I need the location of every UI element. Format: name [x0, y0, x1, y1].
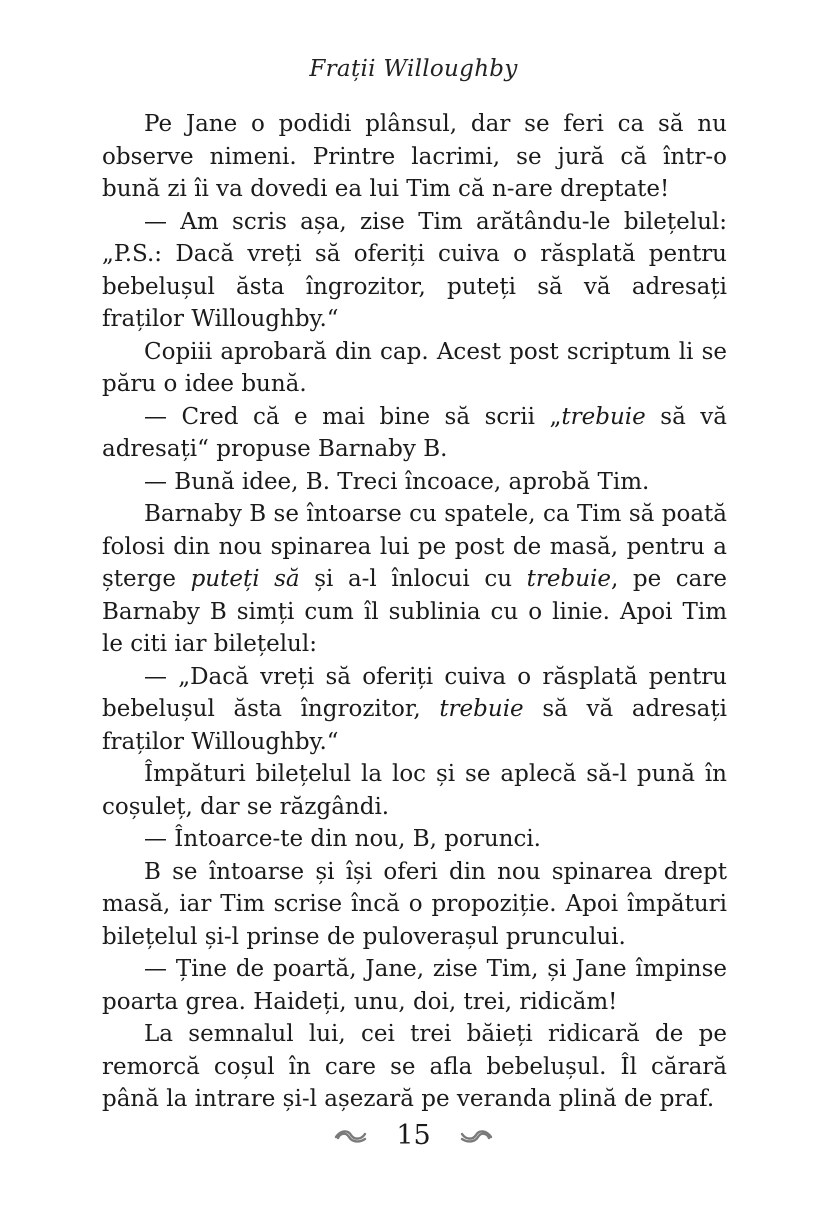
- paragraph: [102, 108, 727, 206]
- paragraph: [102, 661, 727, 759]
- page-footer: [0, 1122, 827, 1149]
- paragraph: [102, 1018, 727, 1116]
- body-text-segment: Copiii aprobară din cap. Acest post scriptum li se păru o idee bună.: [102, 338, 727, 397]
- body-text-segment: — „Dacă vreți să oferiți cuiva o răsplată pentru bebelușul ăsta îngrozitor,: [102, 663, 727, 722]
- body-text-segment: Pe Jane o podidi plânsul, dar se feri ca să nu observe nimeni. Printre lacrimi, se jură că într-o bună zi îi va dovedi ea lui Tim că n-are dreptate!: [102, 111, 727, 202]
- body-text-segment: să vă adresați fraților Willoughby.“: [102, 696, 727, 755]
- italic-text: trebuie: [439, 696, 524, 722]
- body-text-segment: B se întoarse și își oferi din nou spinarea drept masă, iar Tim scrise încă o propoziție. Apoi împături bilețelul și-l prinse de puloverașul pruncului.: [102, 858, 727, 950]
- paragraph: [102, 466, 727, 499]
- running-head: Frații Willoughby: [309, 56, 518, 82]
- body-text-segment: — Am scris așa, zise Tim arătându-le bilețelul: „P.S.: Dacă vreți să oferiți cuiva o răsplată pentru bebelușul ăsta îngrozitor, puteți să vă adresați fraților Willoughby.“: [102, 208, 727, 332]
- flourish-left-icon: [334, 1126, 368, 1146]
- body-text-segment: — Cred că e mai bine să scrii „: [144, 403, 562, 430]
- paragraph: [102, 758, 727, 823]
- body-text-segment: Împături bilețelul la loc și se aplecă să-l pună în coșuleț, dar se răzgândi.: [102, 761, 727, 820]
- paragraph: [102, 206, 727, 336]
- paragraph: [102, 498, 727, 661]
- paragraph: [102, 336, 727, 401]
- body-text-segment: — Ține de poartă, Jane, zise Tim, și Jane împinse poarta grea. Haideți, unu, doi, trei, ridicăm!: [102, 956, 727, 1015]
- body-text-segment: La semnalul lui, cei trei băieți ridicară de pe remorcă coșul în care se afla bebelușul. Îl cărară până la intrare și-l așezară pe veranda plină de praf.: [102, 1021, 727, 1112]
- body-text-segment: , pe care Barnaby B simți cum îl sublinia cu o linie. Apoi Tim le citi iar bilețelul:: [102, 566, 727, 657]
- paragraph: [102, 856, 727, 954]
- paragraph: [102, 401, 727, 466]
- italic-text: trebuie: [561, 403, 646, 430]
- flourish-right-icon: [459, 1126, 493, 1146]
- italic-text: puteți să: [190, 566, 300, 592]
- paragraph: [102, 953, 727, 1018]
- body-text: [102, 108, 727, 1116]
- body-text-segment: și a-l înlocui cu: [299, 566, 527, 592]
- body-text-segment: — Întoarce-te din nou, B, porunci.: [144, 826, 541, 852]
- paragraph: [102, 823, 727, 856]
- page-number: 15: [396, 1120, 431, 1151]
- body-text-segment: Barnaby B se întoarse cu spatele, ca Tim să poată folosi din nou spinarea lui pe post de masă, pentru a șterge: [102, 501, 727, 592]
- body-text-segment: să vă adresați“ propuse Barnaby B.: [102, 403, 728, 462]
- italic-text: trebuie: [526, 566, 611, 592]
- body-text-segment: — Bună idee, B. Treci încoace, aprobă Tim.: [144, 468, 650, 495]
